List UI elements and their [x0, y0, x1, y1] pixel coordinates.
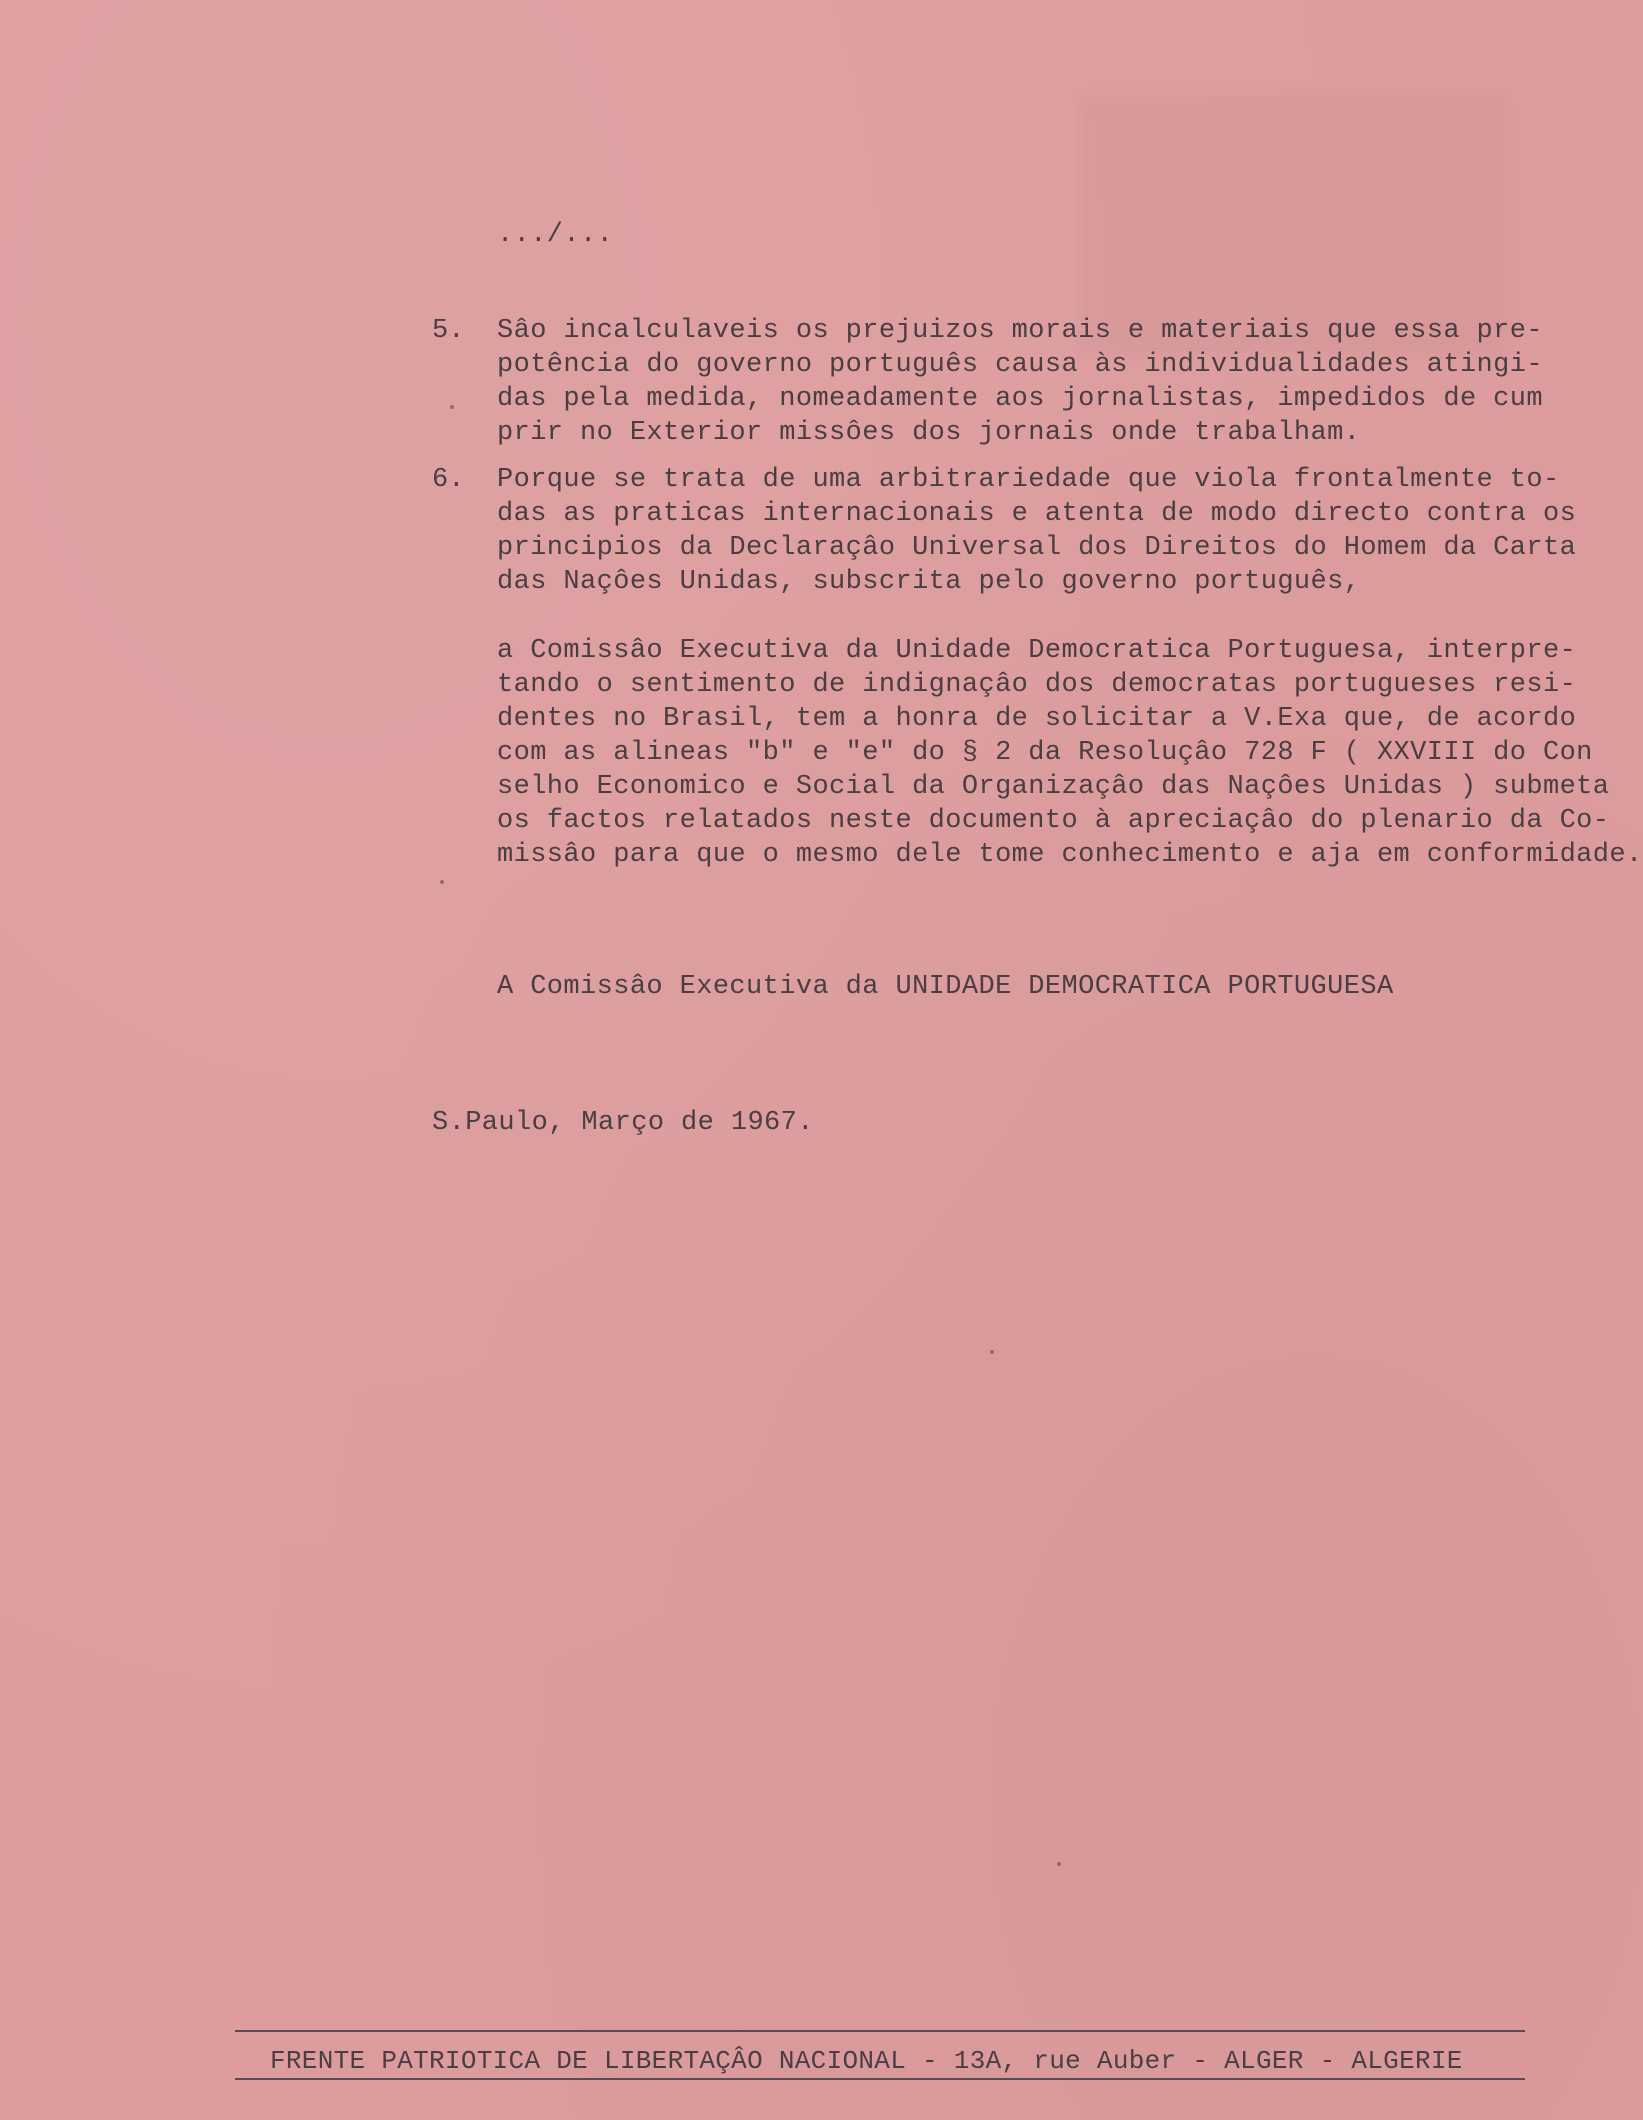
main-line: tando o sentimento de indignaçâo dos democratas portugueses resi- — [497, 670, 1577, 700]
signature-line: A Comissâo Executiva da UNIDADE DEMOCRATICA PORTUGUESA — [497, 972, 1394, 1002]
main-line: missâo para que o mesmo dele tome conhecimento e aja em conformidade. — [497, 840, 1643, 870]
item-5-line: das pela medida, nomeadamente aos jornalistas, impedidos de cum — [497, 384, 1543, 414]
ink-speck — [450, 405, 454, 409]
item-5-line: Sâo incalculaveis os prejuizos morais e materiais que essa pre- — [497, 316, 1543, 346]
item-5-paragraph — [497, 314, 1543, 450]
ink-speck — [990, 1350, 994, 1354]
main-line: a Comissâo Executiva da Unidade Democratica Portuguesa, interpre- — [497, 636, 1577, 666]
main-line: com as alineas "b" e "e" do § 2 da Resoluçâo 728 F ( XXVIII do Con — [497, 738, 1593, 768]
item-6-line: das Naçôes Unidas, subscrita pelo governo português, — [497, 567, 1361, 597]
item-number-5: 5. — [432, 316, 465, 346]
item-number-6: 6. — [432, 465, 465, 495]
main-line: dentes no Brasil, tem a honra de solicitar a V.Exa que, de acordo — [497, 704, 1577, 734]
footer-address: FRENTE PATRIOTICA DE LIBERTAÇÂO NACIONAL - 13A, rue Auber - ALGER - ALGERIE — [270, 2046, 1463, 2076]
item-6-paragraph — [497, 463, 1576, 599]
item-5-line: potência do governo português causa às individualidades atingi- — [497, 350, 1543, 380]
item-5-line: prir no Exterior missôes dos jornais onde trabalham. — [497, 418, 1361, 448]
ink-speck — [1057, 1862, 1061, 1866]
item-6-line: das as praticas internacionais e atenta de modo directo contra os — [497, 499, 1577, 529]
item-6-line: Porque se trata de uma arbitrariedade que viola frontalmente to- — [497, 465, 1560, 495]
item-6-line: principios da Declaraçâo Universal dos Direitos do Homem da Carta — [497, 533, 1577, 563]
footer-rule-top — [235, 2030, 1525, 2032]
ink-speck — [440, 880, 444, 884]
place-date: S.Paulo, Março de 1967. — [432, 1108, 814, 1138]
footer-rule-bottom — [235, 2078, 1525, 2080]
main-line: os factos relatados neste documento à apreciaçâo do plenario da Co- — [497, 806, 1610, 836]
main-line: selho Economico e Social da Organizaçâo das Naçôes Unidas ) submeta — [497, 772, 1610, 802]
main-paragraph — [497, 634, 1643, 872]
continuation-mark: .../... — [497, 220, 614, 250]
